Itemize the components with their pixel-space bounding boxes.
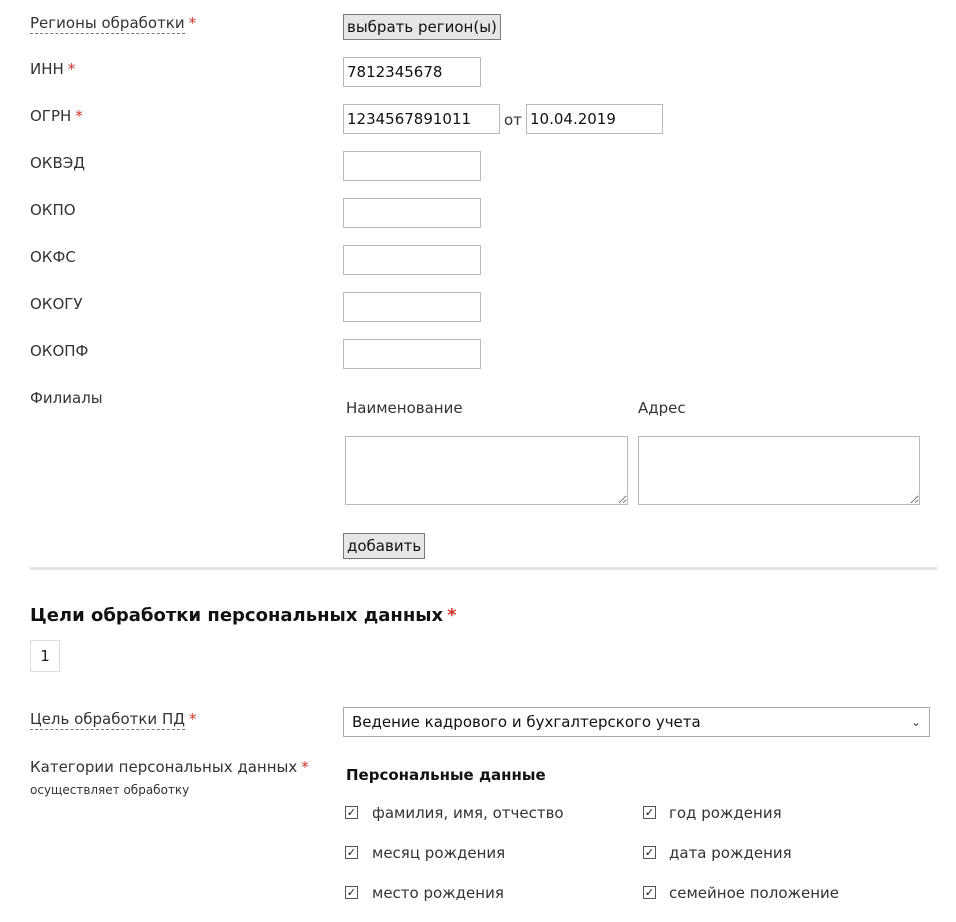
checkbox-checked-icon[interactable]: ✓ (644, 886, 655, 899)
branch-name-header: Наименование (346, 399, 463, 417)
inn-label (30, 60, 75, 78)
purposes-title-text: Цели обработки персональных данных (30, 605, 444, 626)
branch-address-textarea[interactable] (638, 436, 920, 505)
required-mark: * (188, 14, 197, 32)
purpose-label (30, 710, 196, 728)
okogu-label: ОКОГУ (30, 295, 83, 313)
okved-input[interactable] (343, 151, 481, 181)
required-mark: * (75, 107, 83, 125)
required-mark: * (67, 60, 76, 78)
chevron-down-icon: ⌄ (910, 715, 921, 729)
ogrn-from-label: от (504, 111, 522, 129)
purpose-select-value: Ведение кадрового и бухгалтерского учета (352, 713, 701, 731)
ogrn-label (30, 107, 83, 125)
inn-label-text: ИНН (30, 60, 64, 78)
purpose-page-tab[interactable]: 1 (30, 640, 60, 672)
branch-name-textarea[interactable] (345, 436, 628, 505)
inn-input[interactable] (343, 57, 481, 87)
okfs-label: ОКФС (30, 248, 76, 266)
required-mark: * (301, 758, 309, 776)
regions-label-text[interactable]: Регионы обработки (30, 14, 185, 32)
checkbox-checked-icon[interactable]: ✓ (346, 846, 357, 859)
checkbox-checked-icon[interactable]: ✓ (346, 806, 357, 819)
okfs-input[interactable] (343, 245, 481, 275)
categories-label (30, 758, 309, 776)
okopf-label: ОКОПФ (30, 342, 89, 360)
required-mark: * (447, 605, 457, 626)
checkbox-label: семейное положение (669, 884, 840, 902)
checkbox-label: фамилия, имя, отчество (372, 804, 564, 822)
checkbox-checked-icon[interactable]: ✓ (346, 886, 357, 899)
ogrn-input[interactable] (343, 104, 500, 134)
okved-label: ОКВЭД (30, 154, 85, 172)
branch-address-header: Адрес (638, 399, 686, 417)
purpose-label-text[interactable]: Цель обработки ПД (30, 710, 185, 728)
purpose-select[interactable] (343, 707, 930, 737)
checkbox-label: место рождения (372, 884, 504, 902)
personal-data-group-title: Персональные данные (346, 766, 546, 784)
regions-label (30, 14, 196, 32)
select-regions-button[interactable]: выбрать регион(ы) (343, 14, 501, 40)
okogu-input[interactable] (343, 292, 481, 322)
add-branch-button[interactable]: добавить (343, 533, 425, 559)
branches-label: Филиалы (30, 389, 103, 407)
section-divider (30, 567, 937, 570)
checkbox-label: год рождения (669, 804, 782, 822)
required-mark: * (188, 710, 197, 728)
checkbox-checked-icon[interactable]: ✓ (644, 846, 655, 859)
ogrn-label-text: ОГРН (30, 107, 72, 125)
checkbox-label: месяц рождения (372, 844, 506, 862)
categories-note: осуществляет обработку (30, 783, 190, 797)
ogrn-date-input[interactable] (526, 104, 663, 134)
checkbox-checked-icon[interactable]: ✓ (644, 806, 655, 819)
okpo-input[interactable] (343, 198, 481, 228)
purposes-section-title (30, 605, 457, 626)
checkbox-label: дата рождения (669, 844, 792, 862)
categories-label-text: Категории персональных данных (30, 758, 298, 776)
okopf-input[interactable] (343, 339, 481, 369)
okpo-label: ОКПО (30, 201, 76, 219)
